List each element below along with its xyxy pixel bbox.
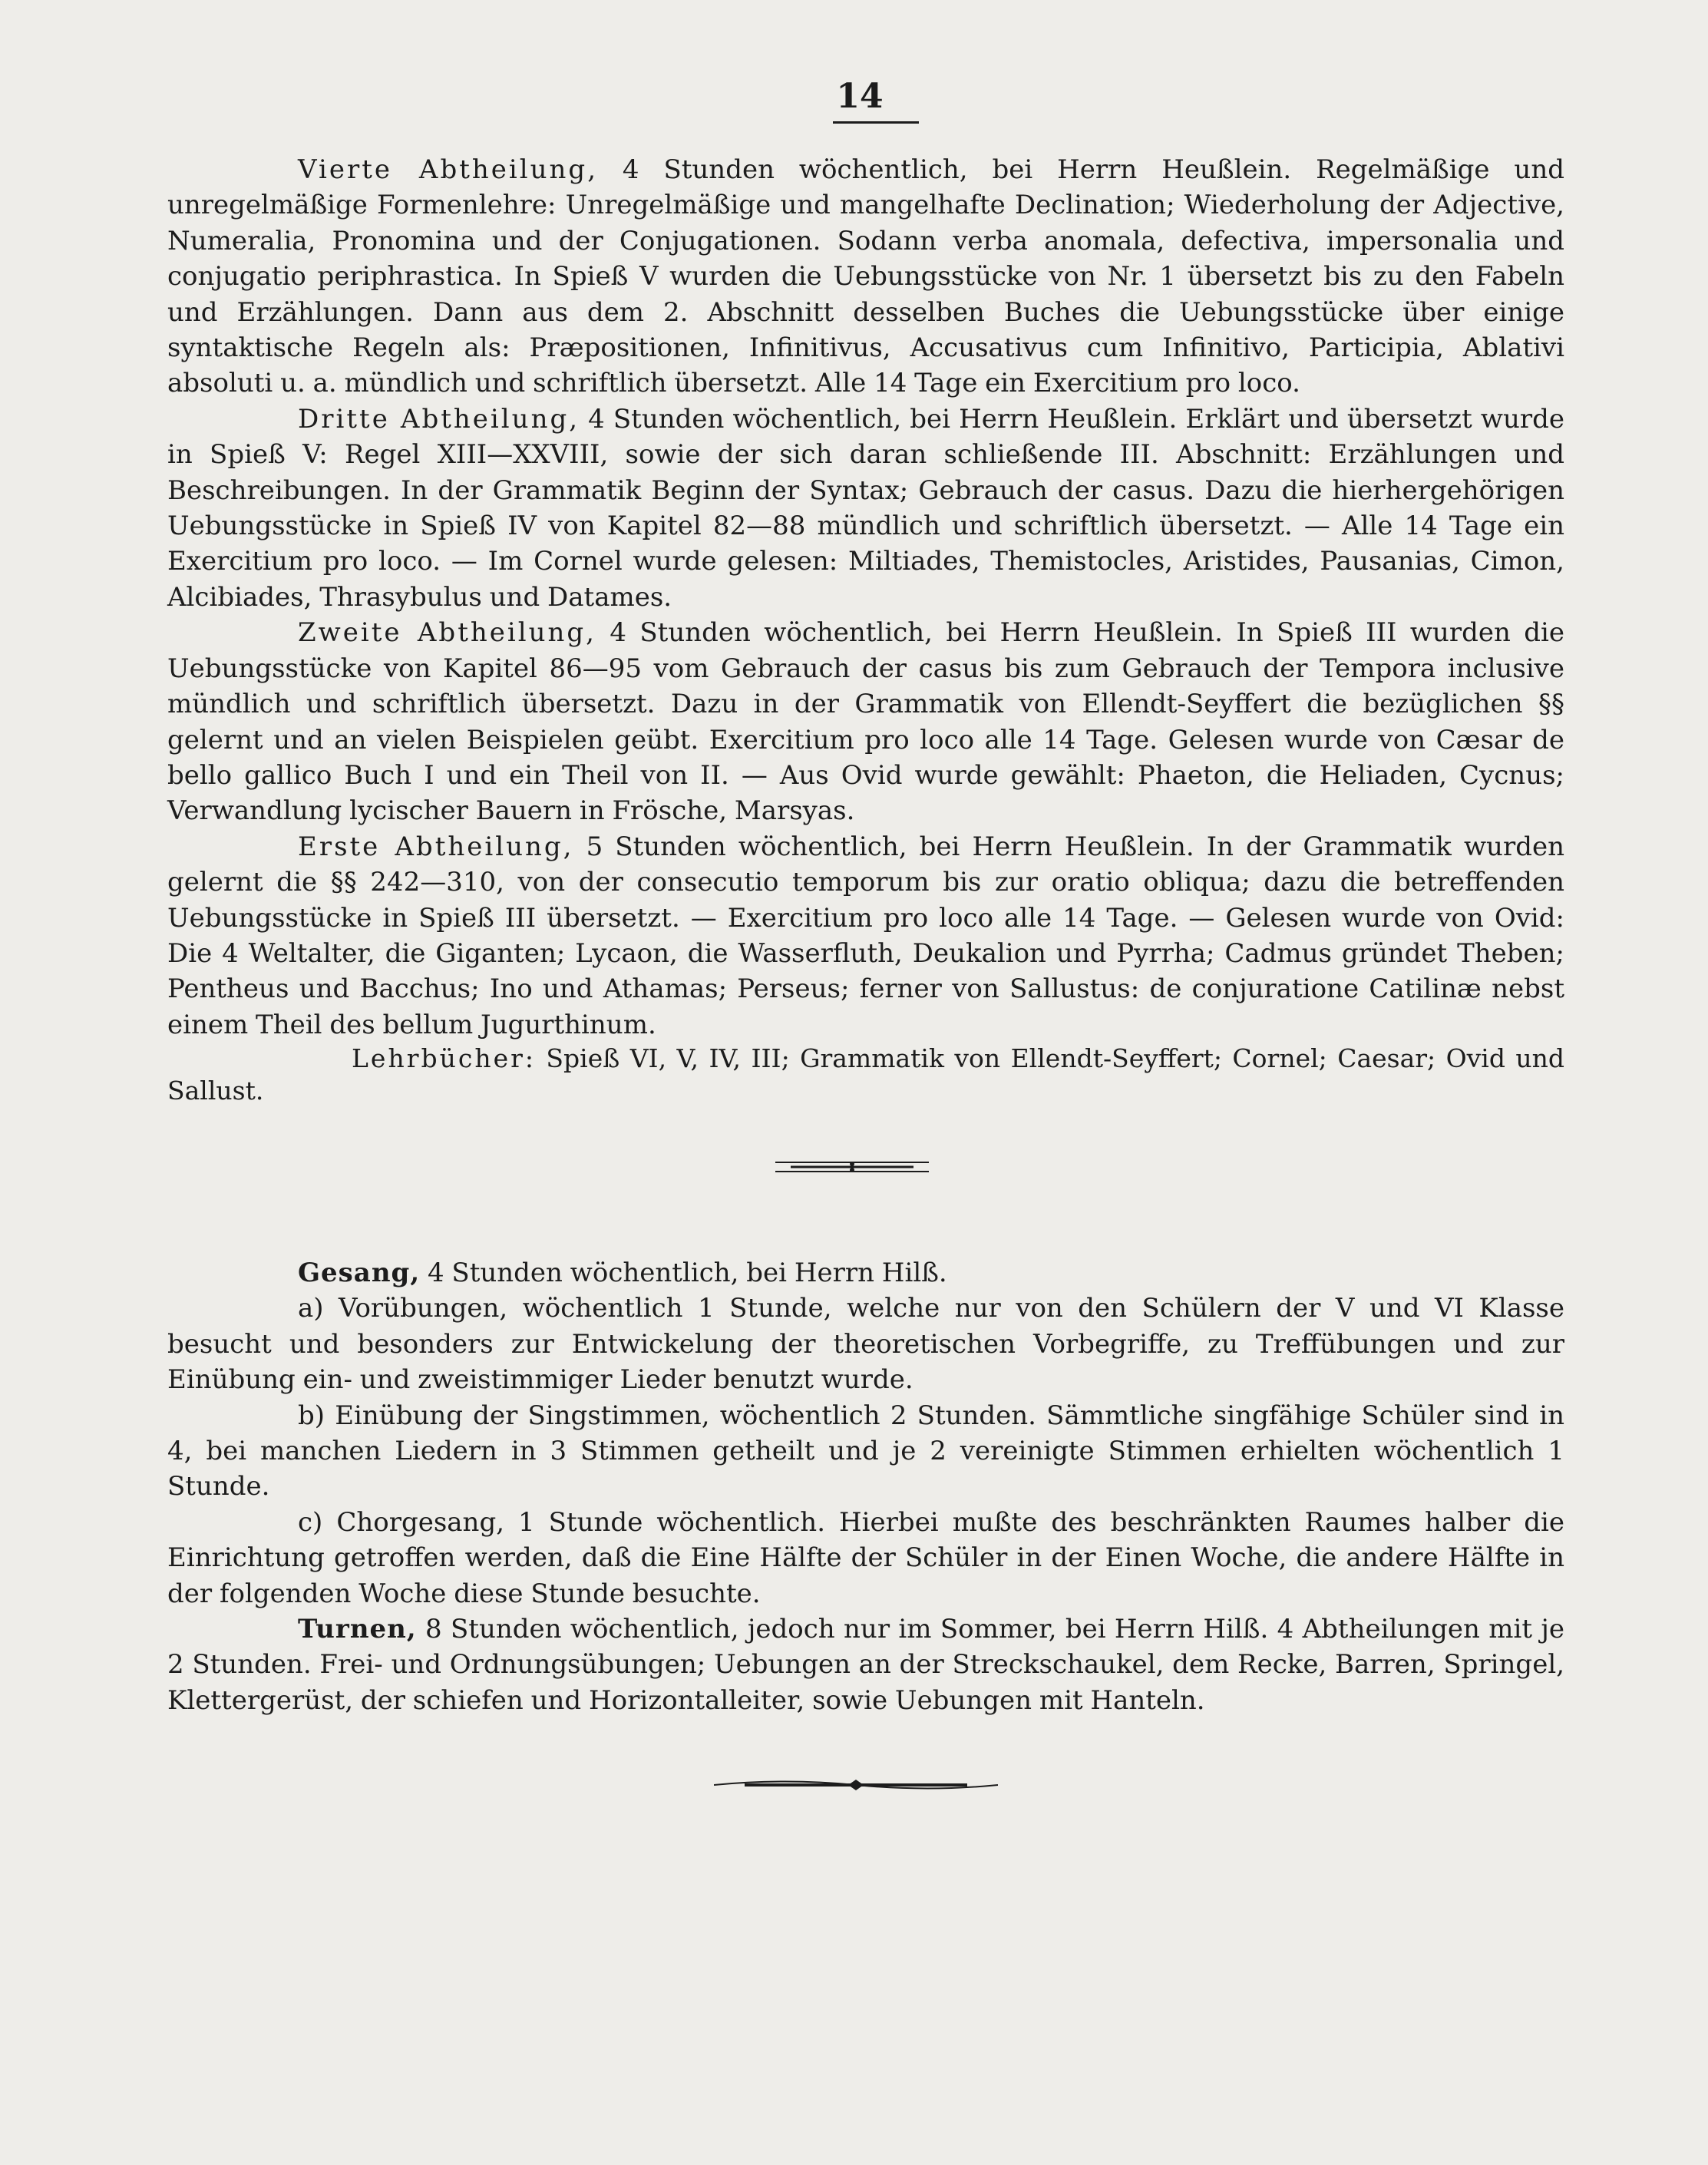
text-lehrbuecher: Spieß VI, V, IV, III; Grammatik von Ellendt-Seyffert; Cornel; Caesar; Ovid und Sallust. (167, 1043, 1564, 1106)
text-dritte-abtheilung: 4 Stunden wöchentlich, bei Herrn Heußlein. Erklärt und übersetzt wurde in Spieß V: Regel XIII—XXVIII, sowie der sich daran schließende III. Abschnitt: Erzählungen und Beschreibungen. In der Grammatik Beginn der Syntax; Gebrauch der casus. Dazu die hierhergehörigen Uebungsstücke in Spieß IV von Kapitel 82—88 mündlich und schriftlich übersetzt. — Alle 14 Tage ein Exercitium pro loco. — Im Cornel wurde gelesen: Miltiades, Themistocles, Aristides, Pausanias, Cimon, Alcibiades, Thrasybulus und Datames. (167, 403, 1564, 613)
page-number: 14 (836, 77, 884, 116)
paragraph-gesang-c: c) Chorgesang, 1 Stunde wöchentlich. Hierbei mußte des beschränkten Raumes halber die Einrichtung getroffen werden, daß die Eine Hälfte der Schüler in der Einen Woche, die andere Hälfte in der folgenden Woche diese Stunde besuchte. (167, 1506, 1564, 1609)
page-number-underline (833, 121, 919, 124)
text-gesang: 4 Stunden wöchentlich, bei Herrn Hilß. (420, 1258, 947, 1288)
lead-vierte-abtheilung: Vierte Abtheilung, (298, 154, 599, 185)
lead-lehrbuecher: Lehrbücher: (352, 1043, 537, 1074)
text-zweite-abtheilung: 4 Stunden wöchentlich, bei Herrn Heußlein. In Spieß III wurden die Uebungsstücke von Kapitel 86—95 vom Gebrauch der casus bis zum Gebrauch der Tempora inclusive mündlich und schriftlich übersetzt. Dazu in der Grammatik von Ellendt-Seyffert die bezüglichen §§ gelernt und an vielen Beispielen geübt. Exercitium pro loco alle 14 Tage. Gelesen wurde von Cæsar de bello gallico Buch I und ein Theil von II. — Aus Ovid wurde gewählt: Phaeton, die Heliaden, Cycnus; Verwandlung lycischer Bauern in Frösche, Marsyas. (167, 617, 1564, 827)
lead-erste-abtheilung: Erste Abtheilung, (298, 831, 574, 862)
end-ornament (714, 1773, 998, 1796)
paragraph-lehrbuecher (167, 1043, 1564, 1107)
lead-zweite-abtheilung: Zweite Abtheilung, (298, 617, 596, 649)
paragraph-zweite-abtheilung (167, 615, 1564, 828)
paragraph-gesang-b: b) Einübung der Singstimmen, wöchentlich 2 Stunden. Sämmtliche singfähige Schüler sind in 4, bei manchen Liedern in 3 Stimmen getheilt und je 2 vereinigte Stimmen erhielten wöchentlich 1 Stunde. (167, 1400, 1564, 1502)
text-turnen: 8 Stunden wöchentlich, jedoch nur im Sommer, bei Herrn Hilß. 4 Abtheilungen mit je 2 Stunden. Frei- und Ordnungsübungen; Uebungen an der Streckschaukel, dem Recke, Barren, Springel, Klettergerüst, der schiefen und Horizontalleiter, sowie Uebungen mit Hanteln. (167, 1614, 1564, 1716)
paragraph-gesang-heading (167, 1255, 1564, 1291)
text-erste-abtheilung: 5 Stunden wöchentlich, bei Herrn Heußlein. In der Grammatik wurden gelernt die §§ 242—310, von der consecutio temporum bis zur oratio obliqua; dazu die betreffenden Uebungsstücke in Spieß III übersetzt. — Exercitium pro loco alle 14 Tage. — Gelesen wurde von Ovid: Die 4 Weltalter, die Giganten; Lycaon, die Wasserfluth, Deukalion und Pyrrha; Cadmus gründet Theben; Pentheus und Bacchus; Ino und Athamas; Perseus; ferner von Sallustus: de conjuratione Catilinæ nebst einem Theil des bellum Jugurthinum. (167, 831, 1564, 1040)
paragraph-turnen (167, 1611, 1564, 1718)
paragraph-gesang-a: a) Vorübungen, wöchentlich 1 Stunde, welche nur von den Schülern der V und VI Klasse besucht und besonders zur Entwickelung der theoretischen Vorbegriffe, zu Treffübungen und zur Einübung ein- und zweistimmiger Lieder benutzt wurde. (167, 1293, 1564, 1396)
lead-dritte-abtheilung: Dritte Abtheilung, (298, 403, 580, 435)
paragraph-vierte-abtheilung (167, 152, 1564, 402)
section-divider-ornament (775, 1155, 929, 1178)
lead-turnen: Turnen, (298, 1614, 417, 1645)
text-vierte-abtheilung: 4 Stunden wöchentlich, bei Herrn Heußlein. Regelmäßige und unregelmäßige Formenlehre: Unregelmäßige und mangelhafte Declination; Wiederholung der Adjective, Numeralia, Pronomina und der Conjugationen. Sodann verba anomala, defectiva, impersonalia und conjugatio periphrastica. In Spieß V wurden die Uebungsstücke von Nr. 1 übersetzt bis zu den Fabeln und Erzählungen. Dann aus dem 2. Abschnitt desselben Buches die Uebungsstücke über einige syntaktische Regeln als: Præpositionen, Infinitivus, Accusativus cum Infinitivo, Participia, Ablativi absoluti u. a. mündlich und schriftlich übersetzt. Alle 14 Tage ein Exercitium pro loco. (167, 154, 1564, 399)
paragraph-erste-abtheilung (167, 829, 1564, 1043)
gesang-section (167, 1255, 1564, 1718)
lead-gesang: Gesang, (298, 1258, 421, 1288)
latin-section (167, 152, 1564, 1107)
paragraph-dritte-abtheilung (167, 402, 1564, 615)
